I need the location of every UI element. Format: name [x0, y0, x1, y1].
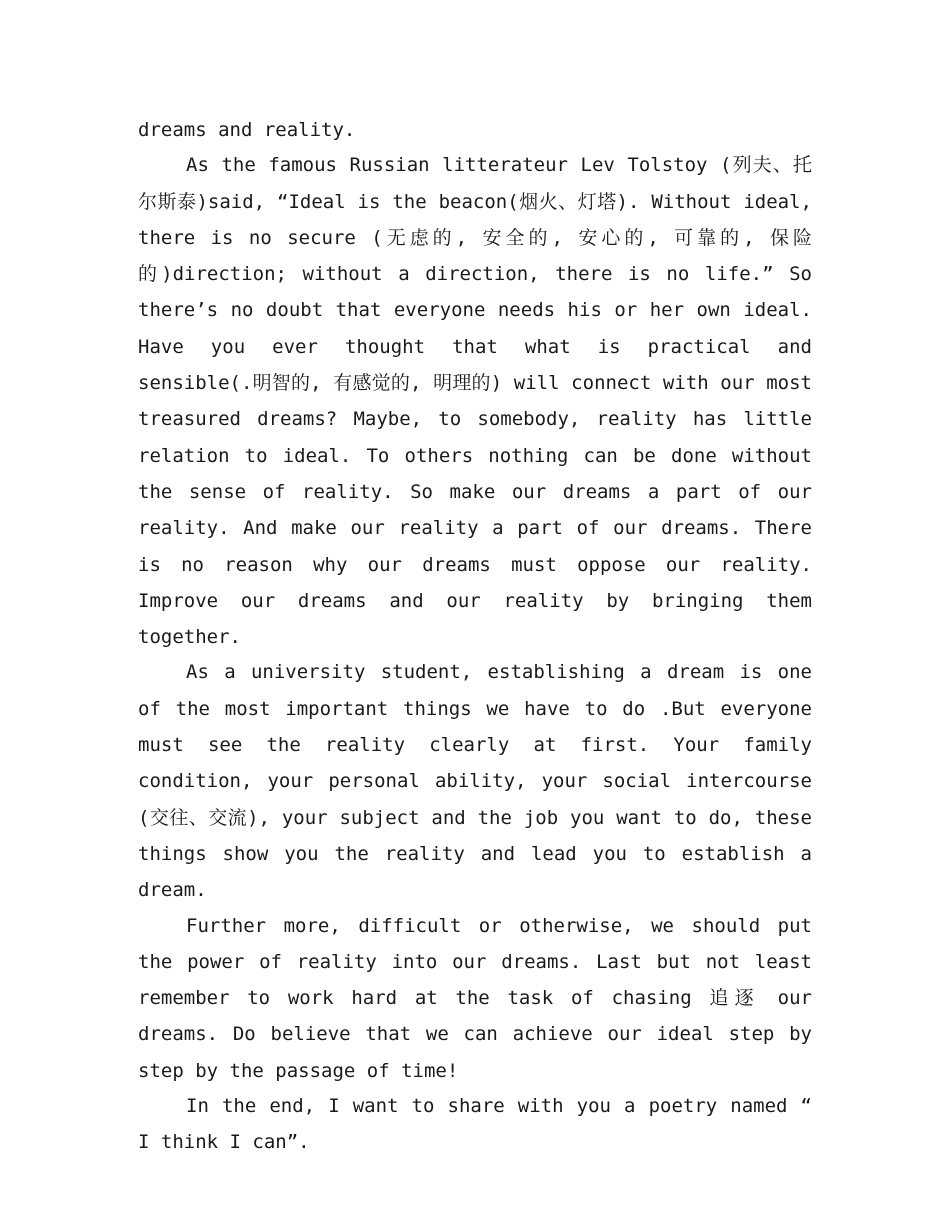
- document-page: [138, 112, 812, 1161]
- paragraph-tolstoy-quote: As the famous Russian litterateur Lev Tolstoy (列夫、托尔斯泰)said, “Ideal is the beacon(烟火、灯塔). Without ideal, there is no secure (无虑的, 安全的, 安心的, 可靠的, 保险的)direction; without a direction, there is no life.” So there’s no doubt that everyone needs his or her own ideal. Have you ever thought that what is practical and sensible(.明智的, 有感觉的, 明理的) will connect with our most treasured dreams? Maybe, to somebody, reality has little relation to ideal. To others nothing can be done without the sense of reality. So make our dreams a part of our reality. And make our reality a part of our dreams. There is no reason why our dreams must oppose our reality. Improve our dreams and our reality by bringing them together.: [138, 154, 812, 649]
- paragraph-continuation: dreams and reality.: [138, 119, 356, 141]
- paragraph-in-the-end: In the end, I want to share with you a poetry named “ I think I can”.: [138, 1095, 812, 1154]
- paragraph-further-more: Further more, difficult or otherwise, we should put the power of reality into our dreams. Last but not least remember to work hard at the task of chasing 追逐 our dreams. Do believe that we can achieve our ideal step by step by the passage of time!: [138, 914, 812, 1082]
- paragraph-university-student: As a university student, establishing a dream is one of the most important things we have to do .But everyone must see the reality clearly at first. Your family condition, your personal ability, your social intercourse (交往、交流), your subject and the job you want to do, these things show you the reality and lead you to establish a dream.: [138, 661, 812, 902]
